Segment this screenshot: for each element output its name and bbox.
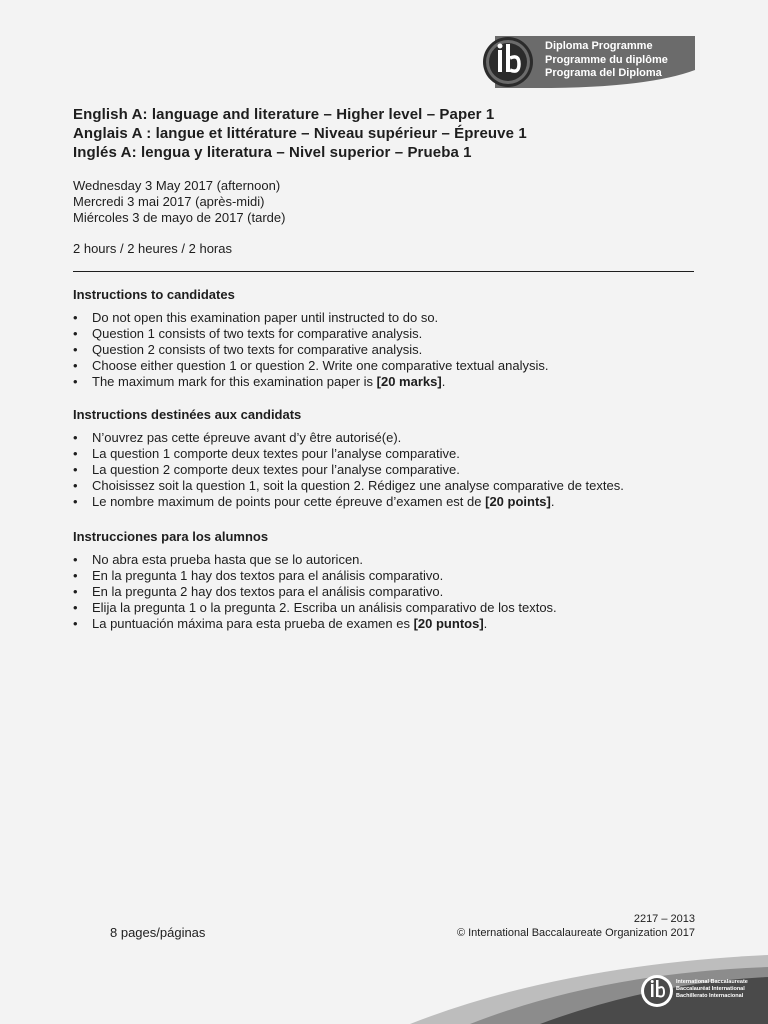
footer-info (457, 912, 695, 940)
bullet-icon: • (73, 616, 78, 631)
max-puntos: [20 puntos] (413, 616, 484, 631)
exam-title-en: English A: language and literature – Higher level – Paper 1 (73, 106, 495, 123)
org-logo-line: Baccalauréat International (676, 986, 745, 992)
logo-line: Programa del Diploma (545, 67, 662, 79)
bullet-icon: • (73, 374, 78, 389)
instruction-item: • Question 1 consists of two texts for comparative analysis. (73, 326, 423, 341)
exam-dates (73, 178, 285, 226)
bullet-icon: • (73, 462, 78, 477)
exam-duration: 2 hours / 2 heures / 2 horas (73, 241, 232, 256)
org-logo-line: Bachillerato Internacional (676, 993, 744, 999)
bullet-icon: • (73, 600, 78, 615)
bullet-icon: • (73, 568, 78, 583)
exam-titles (73, 105, 527, 162)
bullet-icon: • (73, 552, 78, 567)
instruction-item: • La question 2 comporte deux textes pour l’analyse comparative. (73, 462, 460, 477)
ib-org-logo-icon (640, 974, 674, 1008)
instructions-section-es (73, 529, 557, 632)
instruction-list (73, 430, 624, 510)
instruction-item: • En la pregunta 1 hay dos textos para el análisis comparativo. (73, 568, 444, 583)
bullet-icon: • (73, 342, 78, 357)
exam-title-es: Inglés A: lengua y literatura – Nivel superior – Prueba 1 (73, 144, 472, 161)
exam-title-fr: Anglais A : langue et littérature – Niveau supérieur – Épreuve 1 (73, 125, 527, 142)
instruction-item: • La puntuación máxima para esta prueba de examen es [20 puntos]. (73, 616, 488, 631)
instruction-item: • Question 2 consists of two texts for comparative analysis. (73, 342, 423, 357)
bullet-icon: • (73, 478, 78, 493)
bullet-icon: • (73, 310, 78, 325)
exam-date-en: Wednesday 3 May 2017 (afternoon) (73, 178, 281, 193)
exam-date-fr: Mercredi 3 mai 2017 (après-midi) (73, 194, 265, 209)
bullet-icon: • (73, 584, 78, 599)
instruction-list (73, 552, 557, 632)
instruction-item: • Le nombre maximum de points pour cette épreuve d’examen est de [20 points]. (73, 494, 555, 509)
instruction-item: • Do not open this examination paper until instructed to do so. (73, 310, 439, 325)
instruction-item: • Choose either question 1 or question 2. Write one comparative textual analysis. (73, 358, 549, 373)
ib-organization-logo (640, 972, 760, 1012)
bullet-icon: • (73, 430, 78, 445)
max-points: [20 points] (485, 494, 551, 509)
exam-date-es: Miércoles 3 de mayo de 2017 (tarde) (73, 210, 286, 225)
instruction-item: • Choisissez soit la question 1, soit la question 2. Rédigez une analyse comparative de textes. (73, 478, 624, 493)
exam-code: 2217 – 2013 (633, 913, 695, 925)
instruction-item: • The maximum mark for this examination paper is [20 marks]. (73, 374, 446, 389)
bullet-icon: • (73, 494, 78, 509)
section-heading: Instructions destinées aux candidats (73, 407, 302, 422)
instruction-item: • N’ouvrez pas cette épreuve avant d’y être autorisé(e). (73, 430, 402, 445)
page-count: 8 pages/páginas (110, 925, 206, 940)
bullet-icon: • (73, 326, 78, 341)
bullet-icon: • (73, 358, 78, 373)
logo-line: Diploma Programme (545, 40, 653, 52)
org-logo-line: International Baccalaureate (676, 979, 748, 985)
logo-line: Programme du diplôme (545, 53, 668, 66)
divider-rule (73, 271, 694, 272)
max-marks: [20 marks] (376, 374, 442, 389)
instructions-section-en (73, 287, 548, 390)
instruction-item: • No abra esta prueba hasta que se lo autoricen. (73, 552, 364, 567)
section-heading: Instructions to candidates (73, 287, 235, 302)
section-heading: Instrucciones para los alumnos (73, 529, 269, 544)
instruction-item: • En la pregunta 2 hay dos textos para el análisis comparativo. (73, 584, 444, 599)
diploma-programme-logo (477, 36, 695, 88)
instruction-item: • La question 1 comporte deux textes pour l’analyse comparative. (73, 446, 460, 461)
copyright: © International Baccalaureate Organization 2017 (456, 927, 695, 939)
bullet-icon: • (73, 446, 78, 461)
instruction-list (73, 310, 548, 390)
instruction-item: • Elija la pregunta 1 o la pregunta 2. Escriba un análisis comparativo de los textos. (73, 600, 557, 615)
instructions-section-fr (73, 407, 624, 510)
